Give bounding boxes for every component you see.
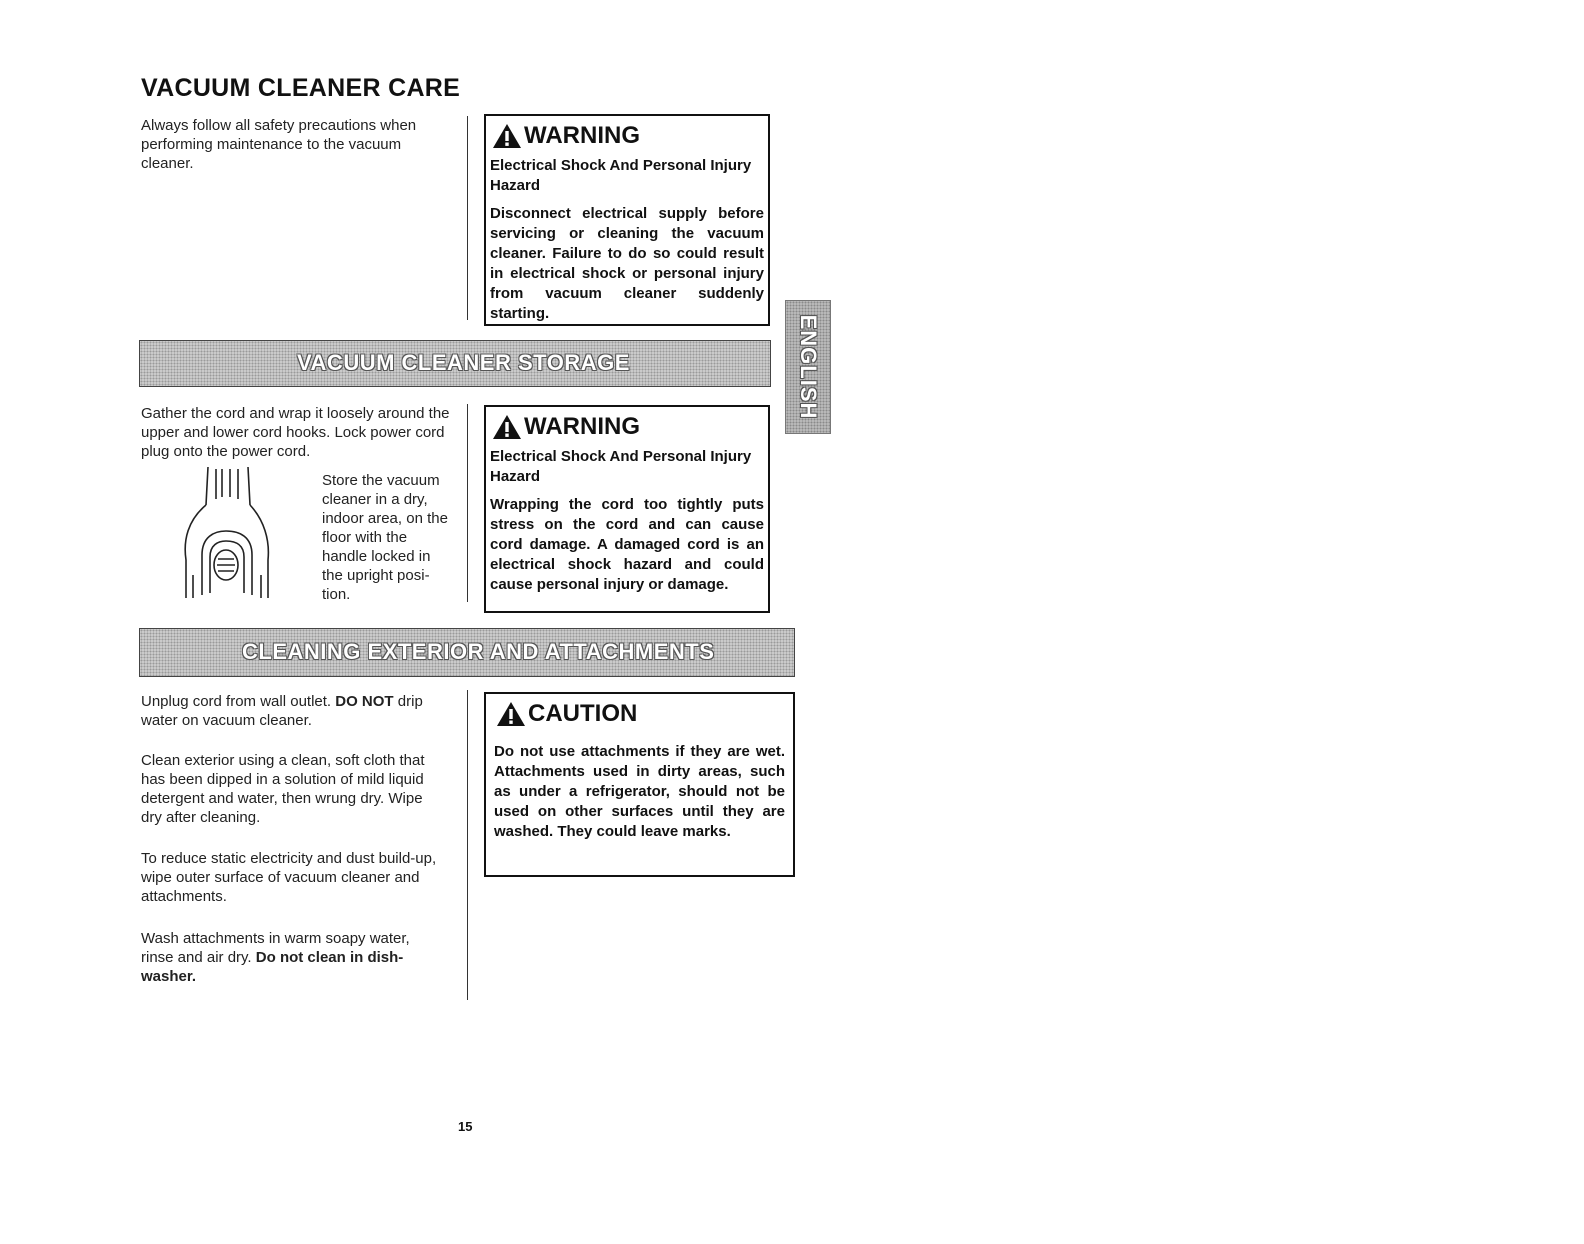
page-title: VACUUM CLEANER CARE bbox=[141, 74, 461, 102]
section-banner-storage bbox=[139, 340, 771, 387]
column-divider bbox=[467, 116, 468, 320]
warning-triangle-icon bbox=[492, 123, 522, 149]
warning-text: Wrapping the cord too tightly puts stress on the cord and can cause cord damage. A damaged cord is an electrical shock hazard and could cause personal injury or damage. bbox=[490, 496, 764, 593]
caution-label: CAUTION bbox=[528, 700, 638, 727]
banner-title: VACUUM CLEANER STORAGE bbox=[297, 350, 630, 375]
warning-box-cord bbox=[484, 405, 770, 613]
vacuum-handle-illustration bbox=[178, 465, 278, 600]
storage-gather-text: Gather the cord and wrap it loosely around the upper and lower cord hooks. Lock power cord plug onto the power cord. bbox=[141, 405, 450, 460]
warning-hazard: Electrical Shock And Personal Injury Hazard bbox=[490, 157, 752, 194]
warning-label: WARNING bbox=[524, 413, 640, 440]
cleaning-static-text: To reduce static electricity and dust build-up, wipe outer surface of vacuum cleaner and attachments. bbox=[141, 850, 437, 905]
column-divider bbox=[467, 404, 468, 602]
language-tab-label: ENGLISH bbox=[796, 314, 821, 420]
warning-text: Disconnect electrical supply before servicing or cleaning the vacuum cleaner. Failure to do so could result in electrical shock or personal injury from vacuum cleaner suddenly starting. bbox=[490, 205, 764, 322]
cleaning-wash-text: Wash attachments in warm soapy water, rinse and air dry. Do not clean in dish-washer. bbox=[141, 930, 410, 985]
warning-triangle-icon bbox=[496, 701, 526, 727]
caution-text: Do not use attachments if they are wet. Attachments used in dirty areas, such as under a refrigerator, should not be used on other surfaces until they are washed. They could leave marks. bbox=[494, 743, 785, 840]
page-number: 15 bbox=[458, 1119, 473, 1134]
column-divider bbox=[467, 690, 468, 1000]
warning-hazard: Electrical Shock And Personal Injury Hazard bbox=[490, 448, 752, 485]
warning-label: WARNING bbox=[524, 122, 640, 149]
warning-triangle-icon bbox=[492, 414, 522, 440]
cleaning-exterior-text: Clean exterior using a clean, soft cloth that has been dipped in a solution of mild liquid detergent and water, then wrung dry. Wipe dry after cleaning. bbox=[141, 752, 425, 826]
caution-box bbox=[484, 692, 795, 877]
storage-store-text: Store the vacuum cleaner in a dry, indoor area, on the floor with the handle locked in the upright posi-tion. bbox=[322, 472, 448, 603]
section-banner-cleaning bbox=[139, 628, 795, 677]
language-tab bbox=[785, 300, 831, 434]
cleaning-unplug-text: Unplug cord from wall outlet. DO NOT drip water on vacuum cleaner. bbox=[141, 693, 423, 729]
intro-text: Always follow all safety precautions when performing maintenance to the vacuum cleaner. bbox=[141, 117, 417, 172]
banner-title: CLEANING EXTERIOR AND ATTACHMENTS bbox=[242, 639, 715, 664]
warning-box-servicing bbox=[484, 114, 770, 326]
